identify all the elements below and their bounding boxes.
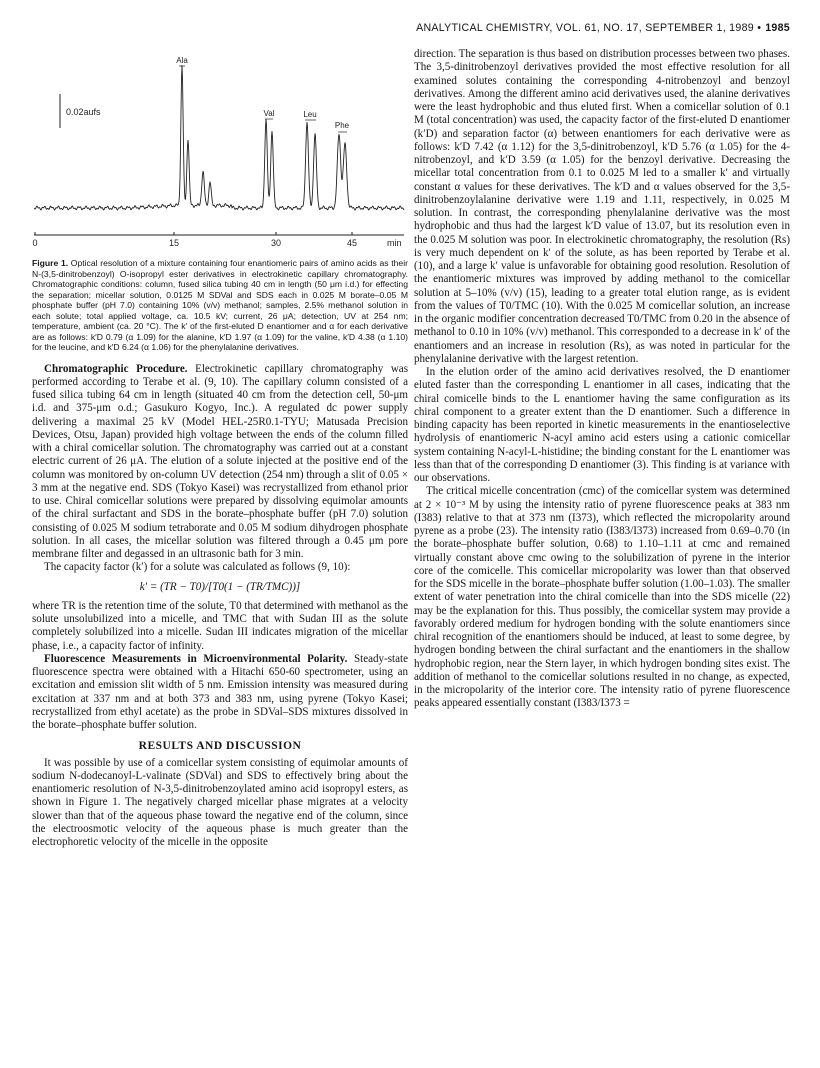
caption-text: Optical resolution of a mixture containing four enantiomeric pairs of amino acids as their N-(3,5-dinitrobenzoyl) O-isopropyl ester derivatives in electrokinetic capillary chromatography. Chromatographic conditions: column, fused silica tubing 40 cm in length (50 μm i.d.) for effecting the separation; micellar solution, 0.0125 M SDVal and SDS each in 0.025 M borate–0.05 M phosphate buffer (pH 7.0) containing 10% (v/v) methanol; samples, 2.5% methanol solution in each solute; total applied voltage, ca. 10.5 kV; current, 26 μA; detection, UV at 254 nm; temperature, ambient (ca. 20 °C). The k′ of the first-eluted D enantiomer and α for each derivative are as follows: k′D 0.79 (α 1.09) for the alanine, k′D 1.97 (α 1.09) for the valine, k′D 4.38 (α 1.10) for the leucine, and k′D 6.24 (α 1.06) for the phenylalanine derivatives. bbox=[32, 258, 408, 352]
section-title: RESULTS AND DISCUSSION bbox=[138, 740, 302, 753]
chromatogram-trace bbox=[34, 65, 404, 210]
peak-label-phe: Phe bbox=[334, 121, 350, 130]
scale-label: 0.02aufs bbox=[66, 107, 101, 117]
peak-label-val: Val bbox=[263, 109, 275, 118]
figure-1 bbox=[32, 46, 408, 256]
paragraph-capacity-factor: The capacity factor (k′) for a solute was calculated as follows (9, 10): bbox=[44, 561, 351, 574]
x-tick-0: 0 bbox=[32, 238, 38, 248]
x-tick-15: 15 bbox=[168, 238, 180, 248]
x-tick-45: 45 bbox=[346, 238, 358, 248]
paragraph-cmc: The critical micelle concentration (cmc) of the comicellar system was determined at 2 × 10⁻³ M by using the intensity ratio of pyrene fluorescence peaks at 383 nm (I383) relative to that at 373 nm (I373), which reflected the micropolarity around pyrene as a probe (23). The intensity ratio (I383/I373) increased from 0.69–0.70 (in the borate–phosphate buffer solution, 0.68) to 1.10–1.11 at cmc and remained virtually constant above cmc owing to the solubilization of pyrene in the interior core of the comicelle. This comicellar micropolarity was lower than that observed for the SDS micelle in the borate–phosphate buffer solution (1.00–1.03). The smaller extent of water penetration into the chiral comicelle than into the SDS micelle (22) may be the explanation for this. Thus possibly, the comicellar system may provide a favorably ordered medium for hydrogen bonding with the solute enantiomers since chiral recognition of the enantiomers should be induced, at least to some degree, by hydrogen bonding between the chiral surfactant and the enantiomers in the shallow hydrophobic region, near the Stern layer, in which hydrogen bonding sites exist. The addition of methanol to the comicellar solutions resulted in no change, as expected, in the micropolarity of the interior core. The intensity ratio of pyrene fluorescence peaks appeared essentially constant (I383/I373 = bbox=[414, 485, 790, 710]
page-number: 1985 bbox=[765, 22, 790, 34]
right-column bbox=[414, 48, 790, 711]
figure-caption bbox=[32, 258, 408, 353]
peak-label-leu: Leu bbox=[303, 110, 317, 119]
paragraph-results-2: direction. The separation is thus based on distribution processes between two phases. The 3,5-dinitrobenzoyl derivatives provided the most effective resolution for all examined solutes containing the corresponding 4-nitrobenzoyl and benzoyl derivatives. Among the different amino acid derivatives used, the alanine derivatives were the least hydrophobic and thus eluted first. When a comicellar solution of 0.1 M (total concentration) was used, the capacity factor of the first-eluted D enantiomer (k′D) and separation factor (α) between enantiomers for each derivative were as follows: k′D 7.42 (α 1.12) for the 3,5-dinitrobenzoyl, k′D 5.76 (α 1.05) for the 4-nitrobenzoyl, and k′D 3.59 (α 1.05) for the benzoyl derivative. Decreasing the micellar total concentration from 0.1 to 0.025 M led to a smaller k′ and virtually constant α values for these derivatives. The k′D and α values observed for the 3,5-dinitrobenzoylalanine derivative were 1.19 and 1.11, respectively, in 0.025 M solution. In contrast, the corresponding phenylalanine derivative was the most hydrophobic and thus had the largest k′D value of 13.07, but its resolution even in the 0.025 M solution was poor. In electrokinetic chromatography, the resolution (Rs) is very much dependent on k′ of the solute, as has been reported by Terabe et al. (10), and a large k′ value is unfavorable for obtaining good resolution. Resolution of the enantiomeric mixtures was improved by adding methanol to the comicellar solution at 5–10% (v/v) (15), leading to a greater total elution range, as is evident from the values of T0/TMC (10). With the 0.025 M comicellar solution, an increase in the organic modifier concentration decreased T0/TMC from 0.20 in the absence of methanol to 0.10 in 10% (v/v) methanol. This corresponded to a decrease in k′ of the enantiomers and an increase in resolution (Rs), as was noted in particular for the phenylalanine derivative with the largest retention. bbox=[414, 48, 790, 365]
run-in-heading: Chromatographic Procedure. bbox=[44, 362, 188, 375]
peak-label-ala: Ala bbox=[176, 56, 188, 65]
caption-label: Figure 1. bbox=[32, 258, 69, 268]
x-tick-30: 30 bbox=[270, 238, 282, 248]
run-in-heading: Fluorescence Measurements in Microenvironmental Polarity. bbox=[44, 652, 348, 665]
journal-citation: ANALYTICAL CHEMISTRY, VOL. 61, NO. 17, SEPTEMBER 1, 1989 • bbox=[416, 22, 762, 34]
paragraph-fluorescence: Fluorescence Measurements in Microenvironmental Polarity. Steady-state fluorescence spectra were obtained with a Hitachi 650-60 spectrometer, using an excitation and emission slit width of 5 nm. Emission intensity was measured during excitation at 337 nm and at both 373 and 383 nm, using pyrene (Tokyo Kasei; recrystallized from ethyl acetate) as the probe in SDVal–SDS mixtures dissolved in the borate–phosphate buffer solution. bbox=[32, 652, 408, 731]
running-header bbox=[0, 22, 790, 34]
left-column bbox=[32, 46, 408, 849]
x-unit: min bbox=[387, 238, 402, 248]
paragraph-results-1: It was possible by use of a comicellar system consisting of equimolar amounts of sodium N-dodecanoyl-L-valinate (SDVal) and SDS to effectively bring about the enantiomeric resolution of N-3,5-dinitrobenzoylated amino acid isopropyl esters, as shown in Figure 1. The negatively charged micellar phase migrates at a velocity slower than that of the aqueous phase toward the negative end of the column, since the electroosmotic velocity of the aqueous phase is much greater than the electrophoretic velocity of the micelle in the opposite bbox=[32, 756, 408, 848]
paragraph-elution-order: In the elution order of the amino acid derivatives resolved, the D enantiomer eluted faster than the corresponding L enantiomer in all cases, indicating that the chiral comicelle binds to the L enantiomer having the same configuration as its chiral component to a greater extent than the D enantiomer. Such a difference in binding capacity has been reported in kinetic measurements in the enantioselective hydrolysis of enantiomeric N-acyl amino acid esters using a cationic comicellar system containing N-acyl-L-histidine; the binding constant for the L enantiomer was less than that of the corresponding D enantiomer (3). This finding is at variance with our observations. bbox=[414, 366, 790, 484]
paragraph-chromatographic-procedure: Chromatographic Procedure. Electrokinetic capillary chromatography was performed according to Terabe et al. (9, 10). The capillary column consisted of a fused silica tubing 64 cm in length (situated 40 cm from the detection cell, 50-μm i.d. and 375-μm o.d.; Gasukuro Kogyo, Inc.). A regulated dc power supply delivering a maximal 25 kV (Model HEL-25R0.1-TYU; Matusada Precision Devices, Otsu, Japan) provided high voltage between the ends of the column filled with a chiral comicellar solution. The chromatography was carried out at a constant electric current of 26 μA. The elution of a solute injected at the positive end of the column was monitored by on-column UV detection (254 nm) through a slit of 0.05 × 3 mm at the negative end. SDS (Tokyo Kasei) was recrystallized from ethanol prior to use. Chiral comicellar solutions were prepared by dissolving equimolar amounts of the chiral surfactant and SDS in the borate–phosphate buffer (pH 7.0) solution consisting of 0.025 M sodium tetraborate and 0.05 M sodium dihydrogen phosphate solution. In all cases, the micellar solution was filtered through a 0.45 μm pore membrane filter and degassed in an ultrasonic bath for 3 min. bbox=[32, 362, 409, 560]
paragraph-equation-terms: where TR is the retention time of the solute, T0 that determined with methanol as the solute unsolubilized into a micelle, and TMC that with Sudan III as the solute completely solubilized into a micelle. Sudan III indicates migration of the micellar phase, i.e., a capacity factor of infinity. bbox=[32, 599, 408, 652]
chromatogram bbox=[32, 46, 408, 256]
equation: k′ = (TR − T0)/[T0(1 − (TR/TMC))] bbox=[139, 580, 301, 593]
